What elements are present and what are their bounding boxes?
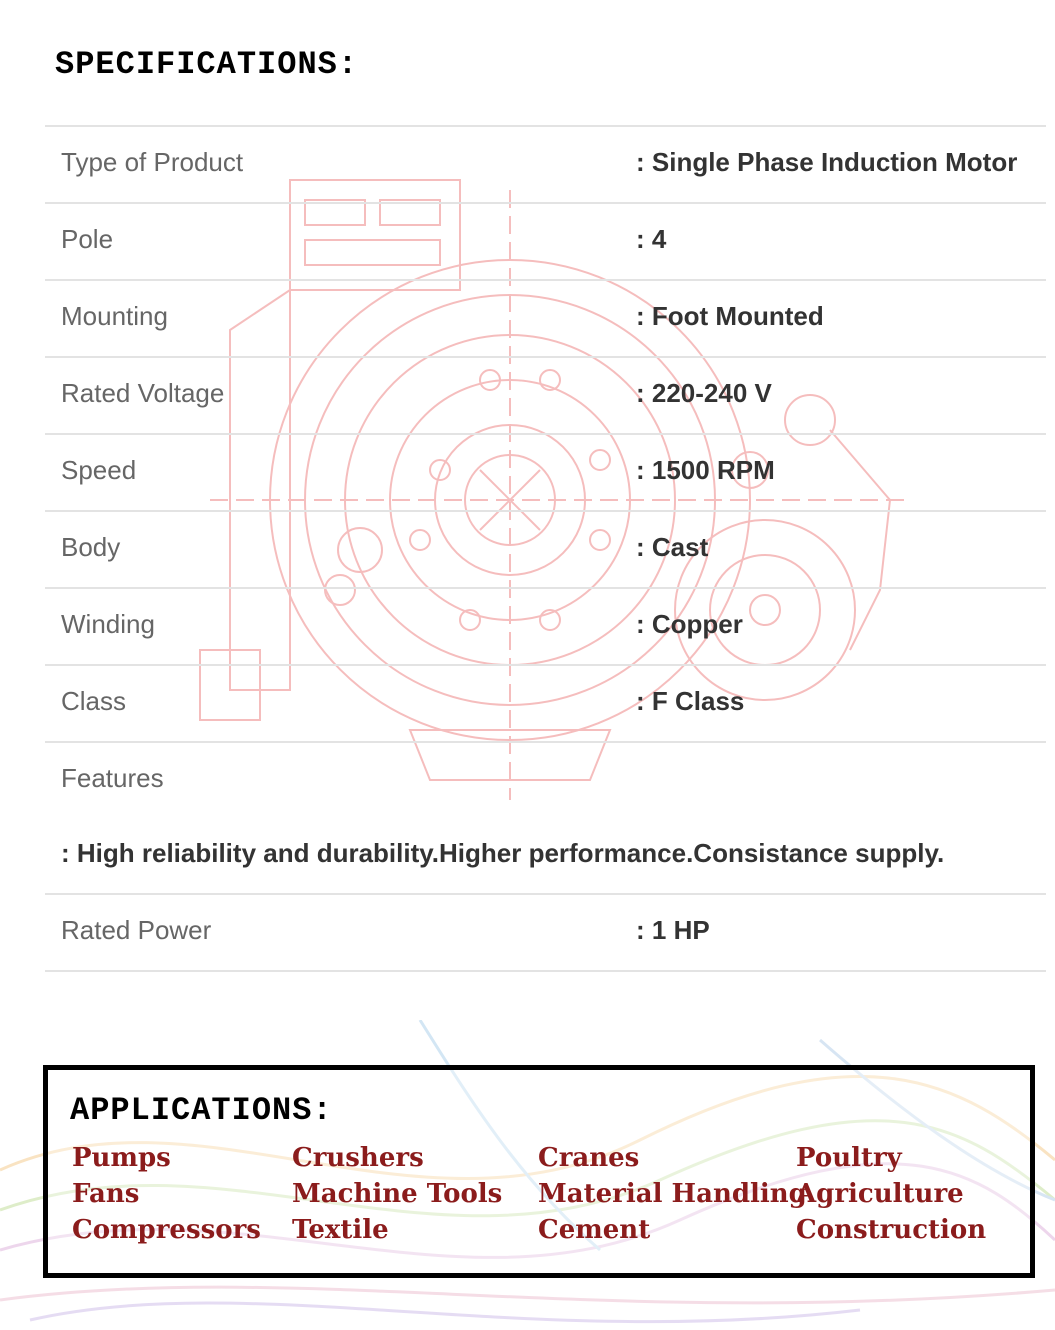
- spec-label: Mounting: [61, 301, 168, 331]
- spec-row-mounting: [45, 279, 1046, 356]
- application-item-crushers: Crushers: [292, 1143, 424, 1173]
- spec-label: Features: [61, 763, 164, 793]
- spec-row-pole: [45, 202, 1046, 279]
- spec-row-class: [45, 664, 1046, 741]
- application-item-fans: Fans: [72, 1179, 140, 1209]
- application-item-material-handling: Material Handling: [538, 1179, 807, 1209]
- spec-value: : High reliability and durability.Higher performance.Consistance supply.: [61, 838, 945, 868]
- spec-label: Body: [61, 532, 121, 562]
- applications-title: APPLICATIONS:: [70, 1092, 333, 1129]
- spec-value: : 220-240 V: [636, 378, 772, 408]
- spec-value: : 1500 RPM: [636, 455, 775, 485]
- specifications-table: [45, 125, 1046, 972]
- spec-label: Class: [61, 686, 127, 716]
- spec-label: Rated Power: [61, 915, 212, 945]
- spec-label: Type of Product: [61, 147, 244, 177]
- application-item-textile: Textile: [292, 1215, 389, 1245]
- application-item-pumps: Pumps: [72, 1143, 171, 1173]
- application-item-compressors: Compressors: [72, 1215, 261, 1245]
- spec-row-winding: [45, 587, 1046, 664]
- application-item-poultry: Poultry: [796, 1143, 902, 1173]
- spec-row-type-of-product: [45, 125, 1046, 202]
- application-item-agriculture: Agriculture: [796, 1179, 964, 1209]
- spec-row-body: [45, 510, 1046, 587]
- specifications-title: SPECIFICATIONS:: [55, 46, 359, 83]
- application-item-construction: Construction: [796, 1215, 987, 1245]
- spec-label: Speed: [61, 455, 137, 485]
- spec-value: : 4: [636, 224, 667, 254]
- spec-row-rated-power: [45, 893, 1046, 972]
- spec-label: Winding: [61, 609, 155, 639]
- spec-label: Pole: [61, 224, 114, 254]
- spec-value: : Copper: [636, 609, 743, 639]
- spec-value: : 1 HP: [636, 915, 710, 945]
- application-item-cranes: Cranes: [538, 1143, 640, 1173]
- application-item-cement: Cement: [538, 1215, 651, 1245]
- applications-box: [43, 1065, 1035, 1278]
- spec-value: : F Class: [636, 686, 745, 716]
- application-item-machine-tools: Machine Tools: [292, 1179, 503, 1209]
- spec-row-features: [45, 741, 1046, 893]
- spec-row-rated-voltage: [45, 356, 1046, 433]
- spec-value: : Cast: [636, 532, 709, 562]
- spec-value: : Single Phase Induction Motor: [636, 147, 1018, 177]
- spec-label: Rated Voltage: [61, 378, 225, 408]
- spec-value: : Foot Mounted: [636, 301, 824, 331]
- spec-row-speed: [45, 433, 1046, 510]
